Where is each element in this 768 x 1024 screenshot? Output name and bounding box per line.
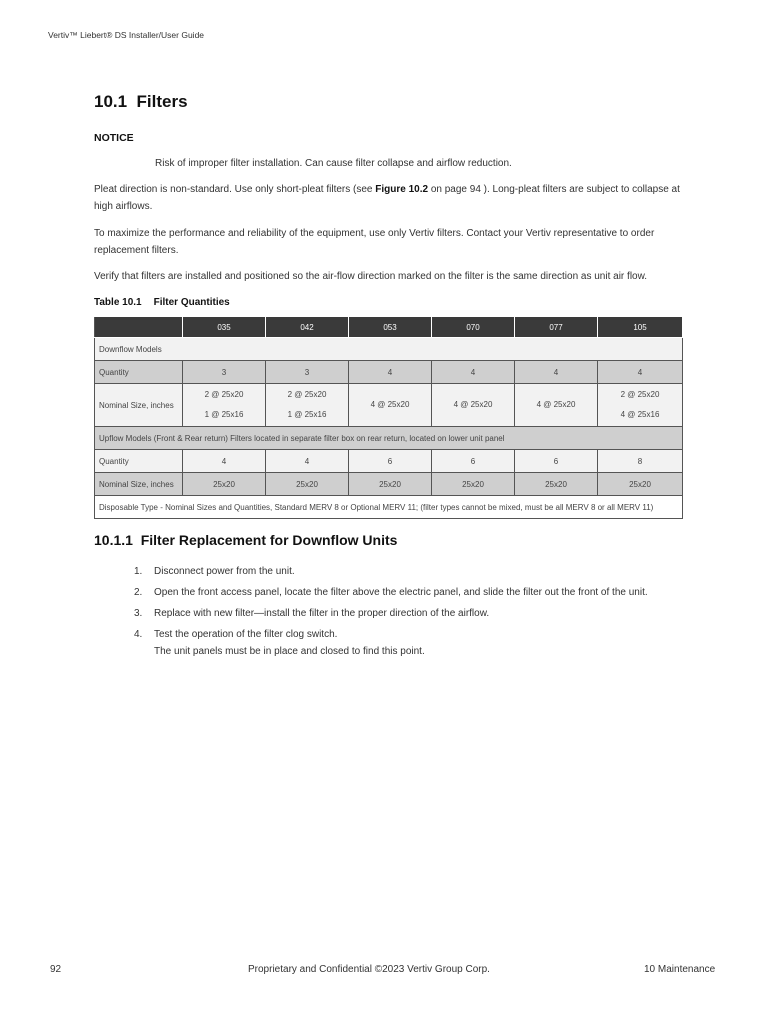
row-label: Quantity xyxy=(95,450,183,473)
table-row xyxy=(95,450,683,473)
table-cell xyxy=(598,384,683,427)
column-header: 053 xyxy=(349,317,432,338)
column-header: 077 xyxy=(515,317,598,338)
table-row-upflow-group xyxy=(95,427,683,450)
table-cell: 6 xyxy=(349,450,432,473)
table-caption-number: Table 10.1 xyxy=(94,297,142,308)
table-row xyxy=(95,473,683,496)
table-cell: 6 xyxy=(515,450,598,473)
cell-line: 1 @ 25x16 xyxy=(287,410,327,419)
step-text: Test the operation of the filter clog switch. xyxy=(154,629,338,640)
cell-line: 2 @ 25x20 xyxy=(620,390,660,399)
filter-quantities-table xyxy=(94,316,683,519)
table-cell: 4 xyxy=(515,361,598,384)
column-header: 035 xyxy=(183,317,266,338)
table-cell: 4 xyxy=(266,450,349,473)
list-item xyxy=(134,629,694,658)
subsection-number: 10.1.1 xyxy=(94,532,133,548)
table-cell xyxy=(432,384,515,427)
table-cell: 4 xyxy=(183,450,266,473)
step-text: Replace with new filter—install the filter in the proper direction of the airflow. xyxy=(154,608,490,619)
step-number: 3. xyxy=(134,608,143,619)
list-item xyxy=(134,587,694,599)
paragraph-text: Pleat direction is non-standard. Use only short-pleat filters (see xyxy=(94,184,376,195)
table-cell: 8 xyxy=(598,450,683,473)
table-cell: 4 xyxy=(349,361,432,384)
table-row xyxy=(95,384,683,427)
step-note: The unit panels must be in place and closed to find this point. xyxy=(154,646,425,657)
column-header: 042 xyxy=(266,317,349,338)
table-cell xyxy=(515,384,598,427)
group-label: Upflow Models (Front & Rear return) Filters located in separate filter box on rear return, located on lower unit panel xyxy=(95,427,683,450)
step-number: 2. xyxy=(134,587,143,598)
footer-copyright: Proprietary and Confidential ©2023 Vertiv Group Corp. xyxy=(248,964,490,975)
table-footnote-row xyxy=(95,496,683,519)
column-header: 070 xyxy=(432,317,515,338)
notice-text: Risk of improper filter installation. Can cause filter collapse and airflow reduction. xyxy=(155,158,512,169)
running-header: Vertiv™ Liebert® DS Installer/User Guide xyxy=(48,30,205,40)
table-caption xyxy=(94,297,230,308)
footer-chapter: 10 Maintenance xyxy=(644,964,716,975)
cell-line: 4 @ 25x20 xyxy=(453,400,493,409)
notice-heading: NOTICE xyxy=(94,132,134,144)
list-item xyxy=(134,608,694,620)
table-cell xyxy=(266,384,349,427)
cell-line: 4 @ 25x16 xyxy=(620,410,660,419)
table-row xyxy=(95,361,683,384)
paragraph-pleat-direction xyxy=(94,181,684,215)
row-label: Quantity xyxy=(95,361,183,384)
table-cell: 25x20 xyxy=(349,473,432,496)
section-title-text: Filters xyxy=(136,92,188,111)
cell-line: 2 @ 25x20 xyxy=(287,390,327,399)
table-header-row xyxy=(95,317,683,338)
subsection-title xyxy=(94,532,397,548)
column-header xyxy=(95,317,183,338)
row-label: Nominal Size, inches xyxy=(95,473,183,496)
row-label: Nominal Size, inches xyxy=(95,384,183,427)
table-cell: 3 xyxy=(183,361,266,384)
step-text: Open the front access panel, locate the filter above the electric panel, and slide the filter out the front of the unit. xyxy=(154,587,648,598)
paragraph-text: on page 94 ). Long-pleat filters are subject to collapse at high airflows. xyxy=(94,184,680,212)
table-cell: 25x20 xyxy=(266,473,349,496)
page-number: 92 xyxy=(50,964,62,975)
table-cell: 25x20 xyxy=(515,473,598,496)
cell-line: 4 @ 25x20 xyxy=(370,400,410,409)
table-caption-title: Filter Quantities xyxy=(153,297,230,308)
column-header: 105 xyxy=(598,317,683,338)
table-cell xyxy=(349,384,432,427)
cell-line: 2 @ 25x20 xyxy=(204,390,244,399)
table-cell: 25x20 xyxy=(432,473,515,496)
table-cell xyxy=(183,384,266,427)
cell-line: 4 @ 25x20 xyxy=(536,400,576,409)
table-cell: 25x20 xyxy=(598,473,683,496)
table-row-downflow-group xyxy=(95,338,683,361)
step-number: 1. xyxy=(134,566,143,577)
cell-line: 1 @ 25x16 xyxy=(204,410,244,419)
table-footnote: Disposable Type - Nominal Sizes and Quantities, Standard MERV 8 or Optional MERV 11; (filter types cannot be mixed, must be all MERV 8 or all MERV 11) xyxy=(95,496,683,519)
paragraph-vertiv-filters: To maximize the performance and reliability of the equipment, use only Vertiv filters. Contact your Vertiv representative to order replacement filters. xyxy=(94,228,655,256)
group-label: Downflow Models xyxy=(95,338,683,361)
table-cell: 6 xyxy=(432,450,515,473)
list-item xyxy=(134,566,694,578)
table-cell: 4 xyxy=(432,361,515,384)
step-text: Disconnect power from the unit. xyxy=(154,566,295,577)
table-cell: 25x20 xyxy=(183,473,266,496)
paragraph-airflow-direction: Verify that filters are installed and positioned so the air-flow direction marked on the filter is the same direction as unit air flow. xyxy=(94,271,648,282)
subsection-title-text: Filter Replacement for Downflow Units xyxy=(140,532,398,548)
section-number: 10.1 xyxy=(94,92,128,111)
step-number: 4. xyxy=(134,629,143,640)
section-title xyxy=(94,92,188,112)
replacement-steps-list xyxy=(134,566,694,667)
figure-link[interactable]: Figure 10.2 xyxy=(375,184,429,195)
table-cell: 4 xyxy=(598,361,683,384)
table-cell: 3 xyxy=(266,361,349,384)
